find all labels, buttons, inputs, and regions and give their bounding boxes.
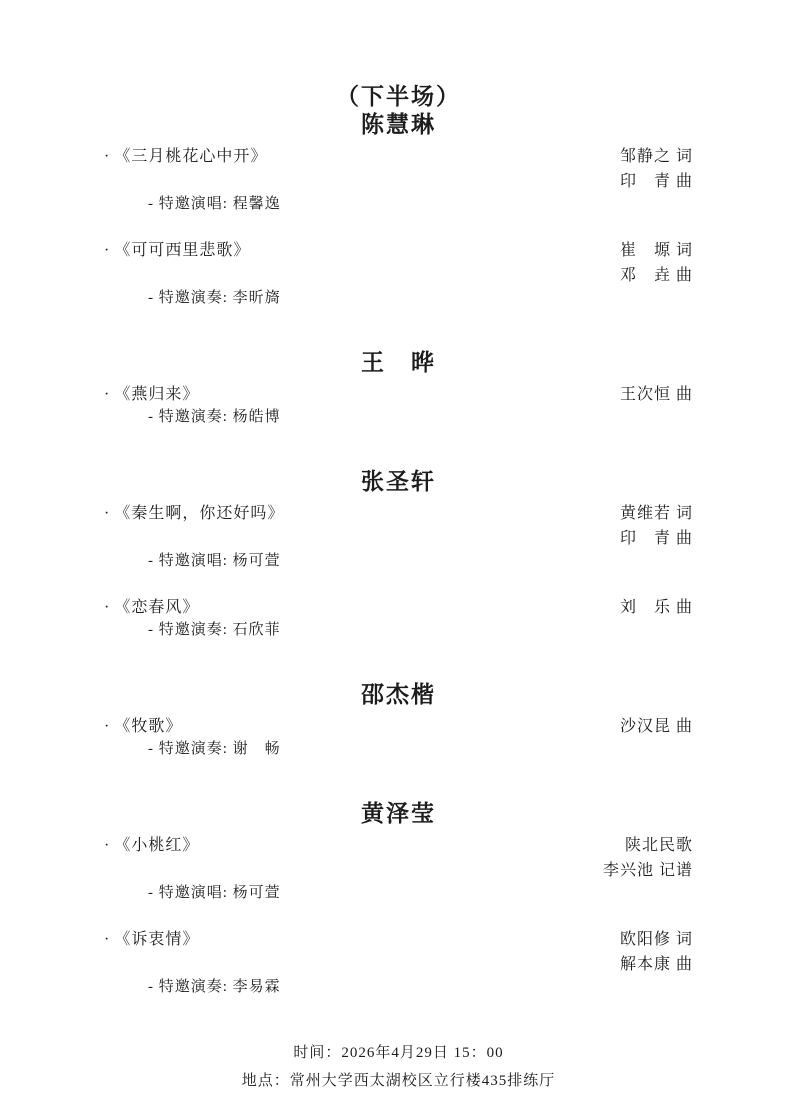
credit-line: 印 青 曲 (619, 173, 693, 190)
piece-row (104, 238, 693, 288)
guest-performer: - 特邀演唱: 杨可萱 (148, 553, 281, 569)
piece-credits (620, 144, 693, 194)
performer-pieces (104, 144, 693, 308)
piece-credits (620, 382, 693, 407)
credit-line: 崔 塬 词 (619, 242, 693, 259)
credit-line: 欧阳修 词 (619, 931, 693, 948)
credit-line: 李兴池 记谱 (602, 862, 693, 879)
program-item (104, 238, 693, 308)
credit-line: 沙汉昆 曲 (619, 718, 693, 735)
piece-credits (620, 927, 693, 977)
guest-performer: - 特邀演奏: 李昕旖 (148, 290, 281, 306)
credit-line: 邓 垚 曲 (619, 267, 693, 284)
piece-credits (620, 238, 693, 288)
performer-name: 张圣轩 (361, 469, 436, 494)
credit-line: 邹静之 词 (619, 148, 693, 165)
guest-performer: - 特邀演奏: 谢 畅 (148, 741, 281, 757)
piece-title-wrap (104, 833, 199, 858)
piece-title-wrap (104, 595, 199, 620)
piece-title-wrap (104, 144, 267, 169)
piece-title: 《小桃红》 (114, 837, 200, 854)
bullet-dot: · (104, 386, 111, 403)
piece-title: 《恋春风》 (114, 599, 200, 616)
performer-section (104, 469, 693, 640)
event-time: 时间：2026年4月29日 15：00 (293, 1045, 504, 1061)
performer-pieces (104, 714, 693, 759)
program-item (104, 501, 693, 571)
performer-name: 邵杰楷 (361, 682, 436, 707)
performer-pieces (104, 501, 693, 640)
piece-title-wrap (104, 382, 199, 407)
guest-performer: - 特邀演奏: 李易霖 (148, 979, 281, 995)
program-sections (104, 112, 693, 997)
credit-line: 王次恒 曲 (619, 386, 693, 403)
piece-row (104, 382, 693, 407)
performer-section (104, 350, 693, 427)
piece-row (104, 501, 693, 551)
piece-row (104, 927, 693, 977)
credit-line: 印 青 曲 (619, 530, 693, 547)
credit-line: 黄维若 词 (619, 505, 693, 522)
piece-credits (620, 595, 693, 620)
program-item (104, 927, 693, 997)
piece-credits (603, 833, 693, 883)
piece-title: 《燕归来》 (114, 386, 200, 403)
performer-pieces (104, 833, 693, 997)
program-item (104, 144, 693, 214)
credit-line: 解本康 曲 (619, 956, 693, 973)
credit-line: 陕北民歌 (624, 837, 693, 854)
bullet-dot: · (104, 242, 111, 259)
piece-title-wrap (104, 714, 182, 739)
piece-credits (620, 501, 693, 551)
piece-title: 《诉衷情》 (114, 931, 200, 948)
program-item (104, 595, 693, 640)
piece-title-wrap (104, 238, 250, 263)
piece-title: 《可可西里悲歌》 (114, 242, 251, 259)
guest-performer: - 特邀演唱: 杨可萱 (148, 885, 281, 901)
bullet-dot: · (104, 837, 111, 854)
bullet-dot: · (104, 599, 111, 616)
piece-title: 《秦生啊，你还好吗》 (114, 505, 285, 522)
program-footer (104, 1039, 693, 1095)
performer-pieces (104, 382, 693, 427)
bullet-dot: · (104, 505, 111, 522)
performer-section (104, 682, 693, 759)
guest-performer: - 特邀演奏: 杨皓博 (148, 409, 281, 425)
piece-row (104, 833, 693, 883)
guest-performer: - 特邀演唱: 程馨逸 (148, 196, 281, 212)
piece-title-wrap (104, 501, 284, 526)
piece-title: 《三月桃花心中开》 (114, 148, 268, 165)
piece-title-wrap (104, 927, 199, 952)
piece-title: 《牧歌》 (114, 718, 183, 735)
bullet-dot: · (104, 718, 111, 735)
program-item (104, 714, 693, 759)
piece-row (104, 595, 693, 620)
bullet-dot: · (104, 931, 111, 948)
performer-name: 黄泽莹 (361, 801, 436, 826)
performer-section (104, 112, 693, 308)
piece-row (104, 714, 693, 739)
program-item (104, 833, 693, 903)
bullet-dot: · (104, 148, 111, 165)
guest-performer: - 特邀演奏: 石欣菲 (148, 622, 281, 638)
program-item (104, 382, 693, 427)
credit-line: 刘 乐 曲 (619, 599, 693, 616)
program-part-title: （下半场） (336, 84, 461, 109)
performer-name: 王 晔 (361, 350, 436, 375)
performer-name: 陈慧琳 (361, 112, 436, 137)
piece-row (104, 144, 693, 194)
piece-credits (620, 714, 693, 739)
event-location: 地点：常州大学西太湖校区立行楼435排练厅 (241, 1073, 556, 1089)
performer-section (104, 801, 693, 997)
